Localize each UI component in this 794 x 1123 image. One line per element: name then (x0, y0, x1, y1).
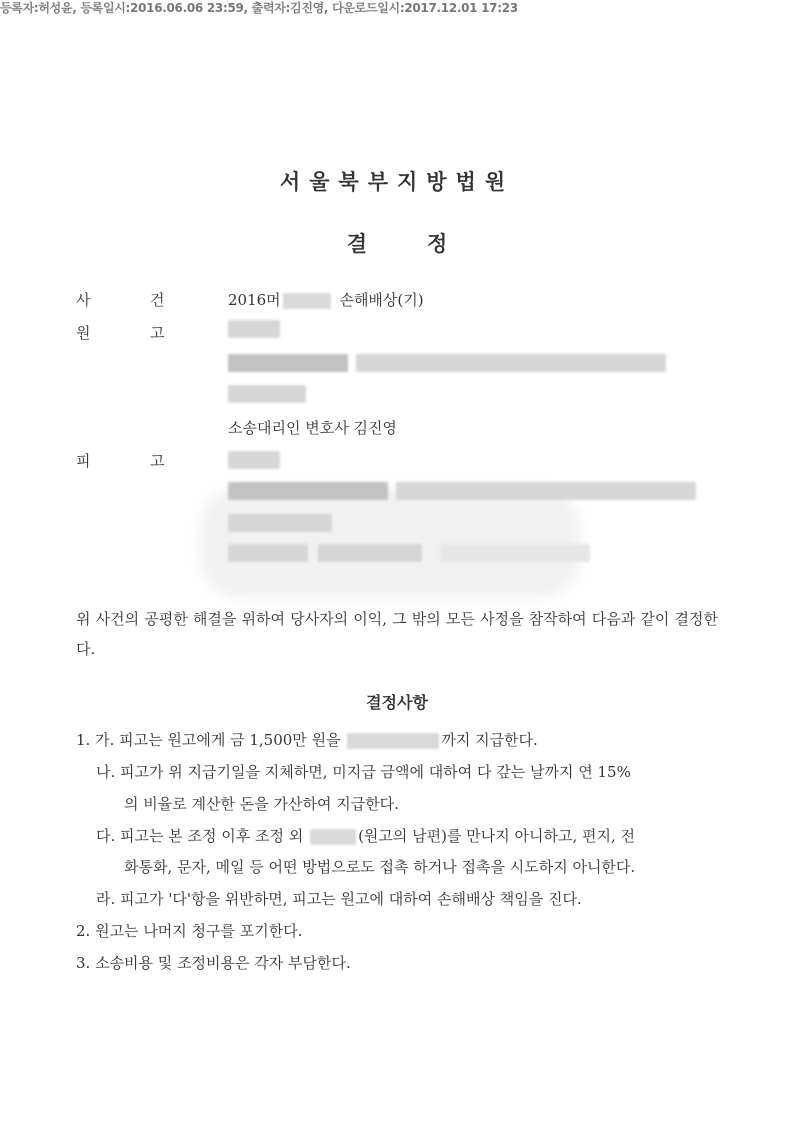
decision-intro-paragraph: 위 사건의 공평한 해결을 위하여 당사자의 이익, 그 밖의 모든 사정을 참작하여 다음과 같이 결정한다. (76, 610, 718, 658)
item-1d-marker: 라. (96, 890, 116, 908)
case-number (228, 289, 424, 310)
item-2: 2. 원고는 나머지 청구를 포기한다. (76, 922, 303, 940)
item-1c-text-after: (원고의 남편)를 만나지 아니하고, 편지, 전 (358, 827, 635, 845)
item-1a (76, 729, 538, 750)
document-download-metadata: 등록자:허성윤, 등록일시:2016.06.06 23:59, 출력자:김진영, 다운로드일시:2017.12.01 17:23 (0, 1, 518, 15)
item-1a-text-after: 까지 지급한다. (441, 731, 538, 749)
plaintiff-attorney: 소송대리인 변호사 김진영 (228, 419, 397, 437)
redacted-plaintiff-address-1 (228, 354, 348, 372)
item-1d (96, 888, 582, 909)
redacted-defendant-address-6 (440, 544, 590, 562)
redacted-defendant-address-5 (318, 544, 422, 562)
defendant-label-char-2: 고 (150, 452, 165, 470)
plaintiff-label-char-1: 원 (76, 324, 91, 342)
section-title: 결정사항 (366, 693, 428, 712)
item-1d-text: 피고가 '다'항을 위반하면, 피고는 원고에 대하여 손해배상 책임을 진다. (120, 890, 582, 908)
redacted-plaintiff-address-2 (356, 354, 666, 372)
watermark (200, 488, 580, 598)
redacted-plaintiff-address-3 (228, 385, 306, 403)
item-1b-marker: 나. (96, 763, 116, 781)
title-part-1: 결 (346, 232, 367, 256)
document-title (0, 228, 794, 258)
item-1c-line-2: 화통화, 문자, 메일 등 어떤 방법으로도 접촉 하거나 접촉을 시도하지 아니한다. (124, 858, 636, 876)
redacted-defendant-address-4 (228, 544, 308, 562)
item-1c-text-before: 피고는 본 조정 이후 조정 외 (120, 827, 304, 845)
item-1a-text-before: 피고는 원고에게 금 1,500만 원을 (119, 731, 341, 749)
item-1c-marker: 다. (96, 827, 116, 845)
title-part-2: 정 (427, 232, 448, 256)
redacted-defendant-address-1 (228, 482, 388, 500)
redacted-payment-date (347, 733, 439, 749)
plaintiff-label-char-2: 고 (150, 324, 165, 342)
court-name: 서울북부지방법원 (279, 170, 515, 194)
item-1-number: 1. (76, 731, 91, 749)
item-1b-line-2: 의 비율로 계산한 돈을 가산하여 지급한다. (124, 795, 399, 813)
item-1b-line-1 (96, 761, 631, 782)
case-label-char-2: 건 (150, 291, 165, 309)
case-label-char-1: 사 (76, 291, 91, 309)
item-1c-line-1 (96, 825, 635, 846)
redacted-defendant-name (228, 451, 280, 469)
redacted-husband-name (310, 829, 356, 845)
defendant-label-char-1: 피 (76, 452, 91, 470)
redacted-plaintiff-name (228, 320, 280, 338)
redacted-defendant-address-2 (396, 482, 696, 500)
redacted-case-number (283, 293, 331, 309)
item-3: 3. 소송비용 및 조정비용은 각자 부담한다. (76, 954, 351, 972)
item-1a-marker: 가. (95, 731, 115, 749)
item-1b-text-1: 피고가 위 지급기일을 지체하면, 미지급 금액에 대하여 다 갚는 날까지 연 15% (120, 763, 631, 781)
case-name: 손해배상(기) (339, 291, 424, 309)
redacted-defendant-address-3 (228, 514, 332, 532)
case-number-prefix: 2016머 (228, 291, 281, 309)
